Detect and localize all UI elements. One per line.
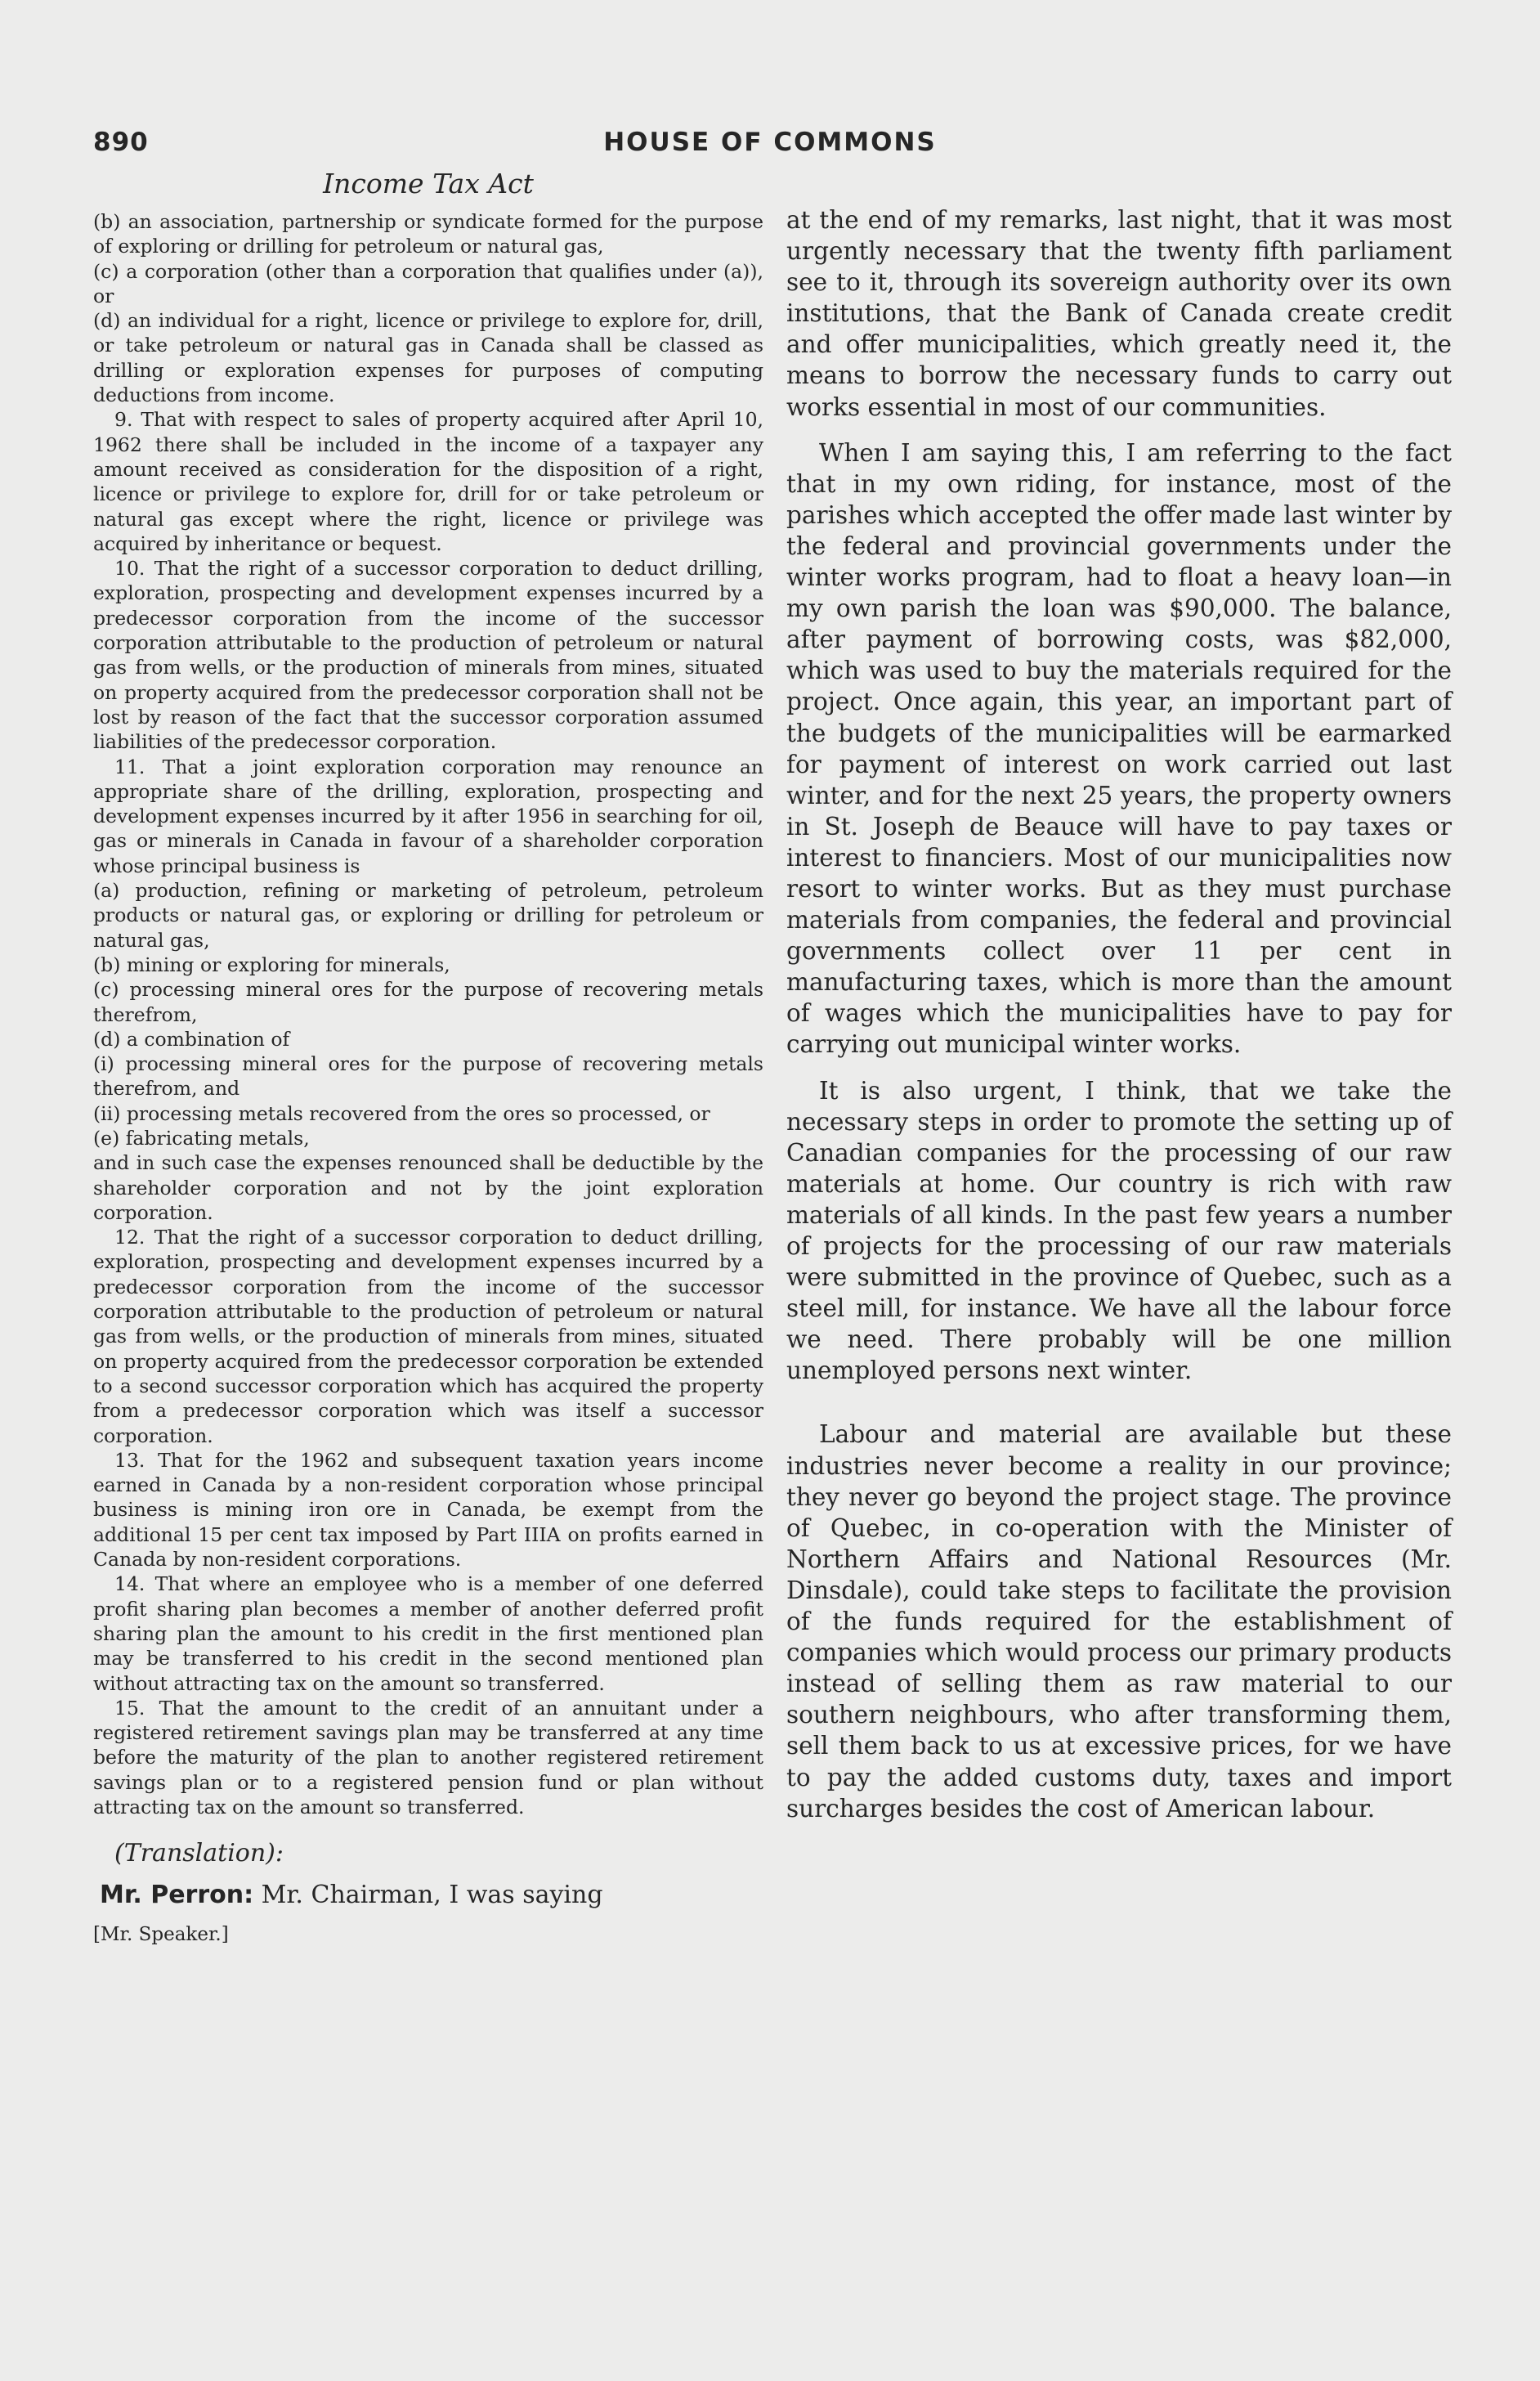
clause-d-combination: (d) a combination of bbox=[93, 1027, 290, 1051]
clause-c-processing: (c) processing mineral ores for the purpose of recovering metals therefrom, bbox=[93, 978, 763, 1026]
speech-paragraph-4: Labour and material are available but these industries never become a reality in our province; they never go beyond the project stage. The province of Quebec, in co-operation with the Minister of Northern Affairs and National Resources (Mr. Dinsdale), could take steps to facilitate the provision of the funds required for the establishment of companies which would process our primary products instead of selling them as raw material to our southern neighbours, who after transforming them, sell them back to us at excessive prices, for we have to pay the added customs duty, taxes and import surcharges besides the cost of American labour. bbox=[786, 1420, 1452, 1823]
clause-ii-processing-metals: (ii) processing metals recovered from the ores so processed, or bbox=[93, 1101, 710, 1125]
resolution-13: 13. That for the 1962 and subsequent taxation years income earned in Canada by a non-resident corporation whose principal business is mining iron ore in Canada, be exempt from the additional 15 per cent tax imposed by Part IIIA on profits earned in Canada by non-resident corporations. bbox=[93, 1448, 763, 1572]
left-column bbox=[93, 209, 763, 1948]
footer-reference: [Mr. Speaker.] bbox=[93, 1924, 229, 1946]
speaker-text: Mr. Chairman, I was saying bbox=[261, 1881, 603, 1910]
resolution-14: 14. That where an employee who is a member of one deferred profit sharing plan becomes a member of another deferred profit sharing plan the amount to his credit in the first mentioned plan may be transferred to his credit in the second mentioned plan without attracting tax on the amount so transferred. bbox=[93, 1572, 763, 1695]
speech-paragraph-3: It is also urgent, I think, that we take the necessary steps in order to promote the setting up of Canadian companies for the processing of our raw materials at home. Our country is rich with raw materials of all kinds. In the past few years a number of projects for the processing of our raw materials were submitted in the province of Quebec, such as a steel mill, for instance. We have all the labour force we need. There probably will be one million unemployed persons next winter. bbox=[786, 1076, 1452, 1385]
running-head: HOUSE OF COMMONS bbox=[603, 128, 937, 157]
clause-d-individual: (d) an individual for a right, licence or privilege to explore for, drill, or take petroleum or natural gas in Canada shall be classed as drilling or exploration expenses for purposes of computing deductions from income. bbox=[93, 309, 763, 407]
section-subtitle: Income Tax Act bbox=[323, 168, 534, 200]
clause-a-production: (a) production, refining or marketing of petroleum, petroleum products or natural gas, or exploring or drilling for petroleum or natural gas, bbox=[93, 879, 763, 952]
speaker-line bbox=[93, 1878, 763, 1912]
clause-closing: and in such case the expenses renounced shall be deductible by the shareholder corporation and not by the joint exploration corporation. bbox=[93, 1151, 763, 1224]
right-column bbox=[786, 204, 1452, 1824]
clause-b-mining: (b) mining or exploring for minerals, bbox=[93, 953, 450, 976]
resolution-9: 9. That with respect to sales of property acquired after April 10, 1962 there shall be included in the income of a taxpayer any amount received as consideration for the disposition of a right, licence or privilege to explore for, drill for or take petroleum or natural gas except where the right, licence or privilege was acquired by inheritance or bequest. bbox=[93, 408, 763, 555]
translation-label: (Translation): bbox=[114, 1839, 284, 1868]
speaker-name: Mr. Perron: bbox=[100, 1881, 254, 1910]
resolution-10: 10. That the right of a successor corporation to deduct drilling, exploration, prospecting and development expenses incurred by a predecessor corporation from the income of the successor corporation attributable to the production of petroleum or natural gas from wells, or the production of minerals from mines, situated on property acquired from the predecessor corporation shall not be lost by reason of the fact that the successor corporation assumed liabilities of the predecessor corporation. bbox=[93, 557, 763, 754]
page-number: 890 bbox=[93, 128, 149, 157]
resolution-12: 12. That the right of a successor corporation to deduct drilling, exploration, prospecting and development expenses incurred by a predecessor corporation from the income of the successor corporation attributable to the production of petroleum or natural gas from wells, or the production of minerals from mines, situated on property acquired from the predecessor corporation be extended to a second successor corporation which has acquired the property from a predecessor corporation which was itself a successor corporation. bbox=[93, 1226, 763, 1447]
speech-paragraph-2: When I am saying this, I am referring to the fact that in my own riding, for instance, most of the parishes which accepted the offer made last winter by the federal and provincial governments under the winter works program, had to float a heavy loan—in my own parish the loan was $90,000. The balance, after payment of borrowing costs, was $82,000, which was used to buy the materials required for the project. Once again, this year, an important part of the budgets of the municipalities will be earmarked for payment of interest on work carried out last winter, and for the next 25 years, the property owners in St. Joseph de Beauce will have to pay taxes or interest to financiers. Most of our municipalities now resort to winter works. But as they must purchase materials from companies, the federal and provincial governments collect over 11 per cent in manufacturing taxes, which is more than the amount of wages which the municipalities have to pay for carrying out municipal winter works. bbox=[786, 438, 1452, 1059]
resolution-15: 15. That the amount to the credit of an annuitant under a registered retirement savings plan may be transferred at any time before the maturity of the plan to another registered retirement savings plan or to a registered pension fund or plan without attracting tax on the amount so transferred. bbox=[93, 1696, 763, 1818]
clause-c-corporation: (c) a corporation (other than a corporation that qualifies under (a)), or bbox=[93, 259, 763, 307]
speech-paragraph-1: at the end of my remarks, last night, that it was most urgently necessary that the twenty fifth parliament see to it, through its sovereign authority over its own institutions, that the Bank of Canada create credit and offer municipalities, which greatly need it, the means to borrow the necessary funds to carry out works essential in most of our communities. bbox=[786, 206, 1452, 421]
clause-b-association: (b) an association, partnership or syndicate formed for the purpose of exploring or drilling for petroleum or natural gas, bbox=[93, 210, 763, 258]
resolution-11: 11. That a joint exploration corporation may renounce an appropriate share of the drilling, exploration, prospecting and development expenses incurred by it after 1956 in searching for oil, gas or minerals in Canada in favour of a shareholder corporation whose principal business is bbox=[93, 755, 763, 877]
clause-i-processing-ores: (i) processing mineral ores for the purpose of recovering metals therefrom, and bbox=[93, 1052, 763, 1101]
clause-e-fabricating: (e) fabricating metals, bbox=[93, 1126, 310, 1150]
